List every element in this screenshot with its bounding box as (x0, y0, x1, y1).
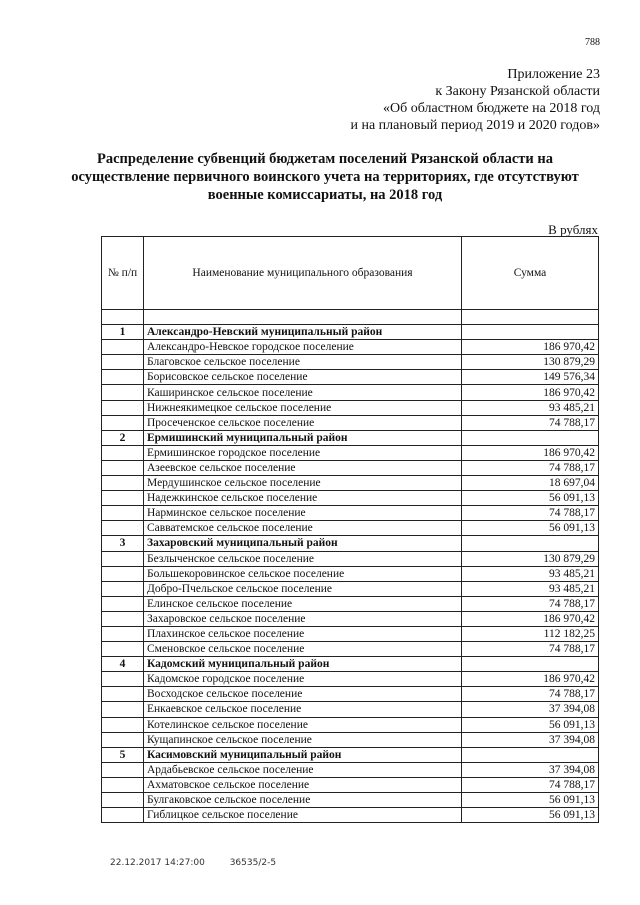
row-number (102, 566, 144, 581)
footer (110, 858, 298, 868)
settlement-name: Енкаевское сельское поселение (144, 702, 462, 717)
settlement-sum: 186 970,42 (462, 611, 599, 626)
appendix-line: и на плановый период 2019 и 2020 годов» (350, 118, 600, 133)
settlement-sum: 56 091,13 (462, 491, 599, 506)
settlement-sum: 37 394,08 (462, 762, 599, 777)
table-row (102, 808, 599, 823)
settlement-name: Елинское сельское поселение (144, 596, 462, 611)
table-body (102, 310, 599, 823)
district-row (102, 657, 599, 672)
table-row (102, 596, 599, 611)
document-title (60, 150, 590, 204)
settlement-sum: 93 485,21 (462, 581, 599, 596)
table-row (102, 777, 599, 792)
settlement-sum: 74 788,17 (462, 415, 599, 430)
table-row (102, 732, 599, 747)
table-row (102, 355, 599, 370)
table-row (102, 626, 599, 641)
row-number (102, 491, 144, 506)
district-name: Ермишинский муниципальный район (144, 430, 462, 445)
footer-doc-code: 36535/2-5 (229, 858, 277, 868)
row-number (102, 551, 144, 566)
settlement-name: Большекоровинское сельское поселение (144, 566, 462, 581)
district-row (102, 430, 599, 445)
settlement-name: Азеевское сельское поселение (144, 460, 462, 475)
settlement-sum: 56 091,13 (462, 808, 599, 823)
row-number (102, 521, 144, 536)
table-row (102, 566, 599, 581)
district-name: Захаровский муниципальный район (144, 536, 462, 551)
table-row (102, 702, 599, 717)
row-number (102, 400, 144, 415)
table-row (102, 370, 599, 385)
settlement-name: Просеченское сельское поселение (144, 415, 462, 430)
row-number (102, 581, 144, 596)
settlement-name: Гиблицкое сельское поселение (144, 808, 462, 823)
district-row (102, 747, 599, 762)
table-row (102, 385, 599, 400)
table-row (102, 415, 599, 430)
settlement-name: Кадомское городское поселение (144, 672, 462, 687)
settlement-name: Захаровское сельское поселение (144, 611, 462, 626)
row-number (102, 732, 144, 747)
row-number (102, 626, 144, 641)
page-number: 788 (585, 37, 600, 48)
settlement-name: Надежкинское сельское поселение (144, 491, 462, 506)
row-number (102, 460, 144, 475)
settlement-name: Безлыченское сельское поселение (144, 551, 462, 566)
settlement-sum: 56 091,13 (462, 717, 599, 732)
settlement-sum: 149 576,34 (462, 370, 599, 385)
settlement-name: Мердушинское сельское поселение (144, 476, 462, 491)
settlement-sum: 93 485,21 (462, 400, 599, 415)
settlement-sum: 186 970,42 (462, 672, 599, 687)
settlement-name: Ахматовское сельское поселение (144, 777, 462, 792)
row-number (102, 370, 144, 385)
row-number (102, 702, 144, 717)
settlement-sum: 74 788,17 (462, 506, 599, 521)
settlement-sum: 130 879,29 (462, 551, 599, 566)
table-row (102, 491, 599, 506)
settlement-name: Нижнеякимецкое сельское поселение (144, 400, 462, 415)
row-number (102, 687, 144, 702)
settlement-sum: 130 879,29 (462, 355, 599, 370)
district-row (102, 536, 599, 551)
table-row (102, 506, 599, 521)
district-sum (462, 747, 599, 762)
district-name: Кадомский муниципальный район (144, 657, 462, 672)
table-row (102, 581, 599, 596)
table-row (102, 687, 599, 702)
district-number: 4 (102, 657, 144, 672)
district-number: 5 (102, 747, 144, 762)
spacer-row (102, 310, 599, 325)
settlement-sum: 74 788,17 (462, 687, 599, 702)
row-number (102, 672, 144, 687)
table-row (102, 611, 599, 626)
row-number (102, 385, 144, 400)
settlement-sum: 93 485,21 (462, 566, 599, 581)
table-row (102, 672, 599, 687)
row-number (102, 445, 144, 460)
row-number (102, 340, 144, 355)
header-number: № п/п (102, 237, 144, 310)
district-sum (462, 657, 599, 672)
subvention-table (101, 236, 599, 823)
appendix-line: Приложение 23 (507, 67, 600, 82)
row-number (102, 415, 144, 430)
district-number: 3 (102, 536, 144, 551)
table-row (102, 445, 599, 460)
settlement-name: Савватемское сельское поселение (144, 521, 462, 536)
table-row (102, 460, 599, 475)
settlement-sum: 74 788,17 (462, 777, 599, 792)
settlement-name: Кущапинское сельское поселение (144, 732, 462, 747)
settlement-name: Ардабьевское сельское поселение (144, 762, 462, 777)
table-header-row (102, 237, 599, 310)
title-line: осуществление первичного воинского учета на территориях, где отсутствуют (71, 169, 579, 185)
settlement-name: Плахинское сельское поселение (144, 626, 462, 641)
settlement-name: Добро-Пчельское сельское поселение (144, 581, 462, 596)
settlement-sum: 186 970,42 (462, 340, 599, 355)
settlement-sum: 74 788,17 (462, 642, 599, 657)
settlement-name: Борисовское сельское поселение (144, 370, 462, 385)
settlement-sum: 112 182,25 (462, 626, 599, 641)
settlement-sum: 56 091,13 (462, 521, 599, 536)
title-line: военные комиссариаты, на 2018 год (207, 187, 443, 203)
district-sum (462, 325, 599, 340)
units-label: В рублях (548, 222, 598, 237)
table-row (102, 340, 599, 355)
settlement-sum: 186 970,42 (462, 385, 599, 400)
district-number: 2 (102, 430, 144, 445)
row-number (102, 611, 144, 626)
settlement-name: Нарминское сельское поселение (144, 506, 462, 521)
settlement-name: Восходское сельское поселение (144, 687, 462, 702)
table-row (102, 400, 599, 415)
settlement-name: Булгаковское сельское поселение (144, 793, 462, 808)
district-row (102, 325, 599, 340)
district-number: 1 (102, 325, 144, 340)
row-number (102, 793, 144, 808)
row-number (102, 476, 144, 491)
table-row (102, 793, 599, 808)
table-row (102, 717, 599, 732)
row-number (102, 596, 144, 611)
settlement-sum: 37 394,08 (462, 732, 599, 747)
header-name: Наименование муниципального образования (144, 237, 462, 310)
footer-timestamp: 22.12.2017 14:27:00 (110, 858, 205, 868)
row-number (102, 777, 144, 792)
appendix-header (350, 66, 600, 134)
row-number (102, 808, 144, 823)
table-row (102, 521, 599, 536)
district-name: Касимовский муниципальный район (144, 747, 462, 762)
settlement-name: Александро-Невское городское поселение (144, 340, 462, 355)
table-row (102, 551, 599, 566)
settlement-name: Благовское сельское поселение (144, 355, 462, 370)
settlement-sum: 18 697,04 (462, 476, 599, 491)
settlement-sum: 56 091,13 (462, 793, 599, 808)
settlement-sum: 186 970,42 (462, 445, 599, 460)
settlement-sum: 74 788,17 (462, 596, 599, 611)
settlement-name: Каширинское сельское поселение (144, 385, 462, 400)
row-number (102, 642, 144, 657)
district-sum (462, 536, 599, 551)
district-name: Александро-Невский муниципальный район (144, 325, 462, 340)
title-line: Распределение субвенций бюджетам поселений Рязанской области на (97, 151, 553, 167)
settlement-sum: 74 788,17 (462, 460, 599, 475)
row-number (102, 506, 144, 521)
table-row (102, 762, 599, 777)
header-sum: Сумма (462, 237, 599, 310)
settlement-name: Ермишинское городское поселение (144, 445, 462, 460)
row-number (102, 762, 144, 777)
settlement-name: Котелинское сельское поселение (144, 717, 462, 732)
row-number (102, 717, 144, 732)
table-row (102, 476, 599, 491)
settlement-name: Сменовское сельское поселение (144, 642, 462, 657)
table-row (102, 642, 599, 657)
appendix-line: «Об областном бюджете на 2018 год (383, 101, 600, 116)
settlement-sum: 37 394,08 (462, 702, 599, 717)
district-sum (462, 430, 599, 445)
appendix-line: к Закону Рязанской области (435, 84, 600, 99)
row-number (102, 355, 144, 370)
